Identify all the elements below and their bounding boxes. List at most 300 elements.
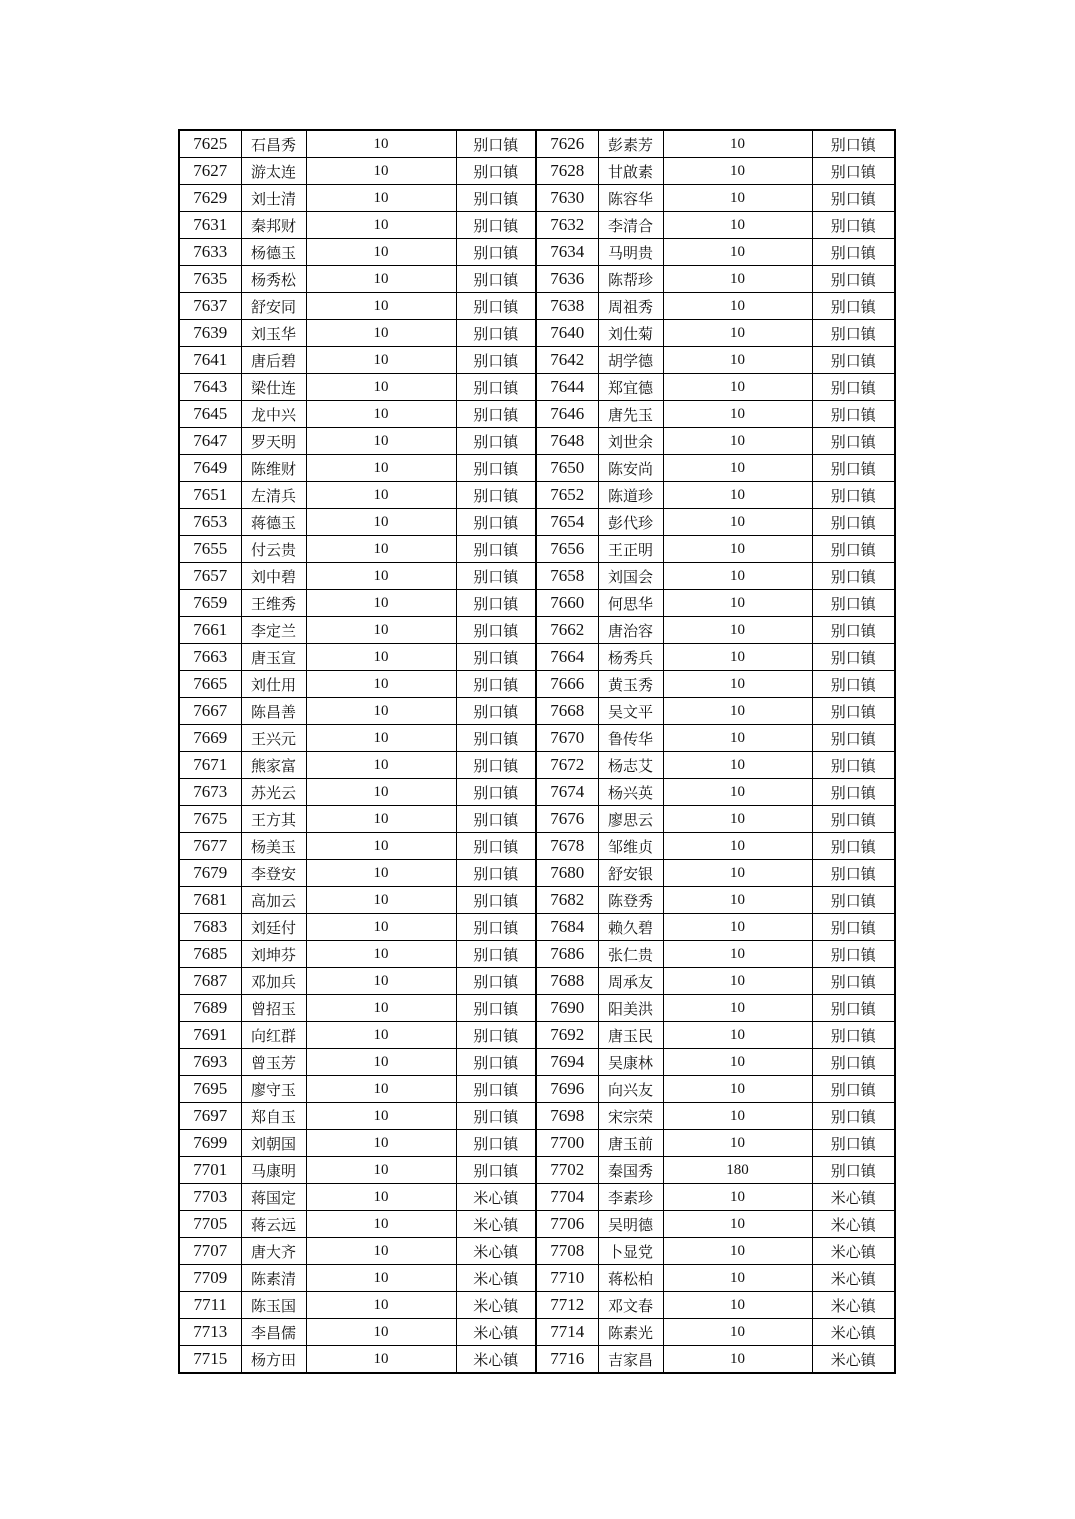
left-amount-cell: 10 bbox=[306, 1049, 456, 1076]
table-row bbox=[179, 887, 895, 914]
right-town-name-cell: 别口镇 bbox=[812, 590, 895, 617]
right-person-name-cell: 王正明 bbox=[598, 536, 663, 563]
right-town-name-cell: 别口镇 bbox=[812, 617, 895, 644]
table-row bbox=[179, 239, 895, 266]
left-amount-cell: 10 bbox=[306, 1346, 456, 1374]
right-amount-cell: 180 bbox=[663, 1157, 812, 1184]
right-town-name-cell: 别口镇 bbox=[812, 968, 895, 995]
left-town-name-cell: 别口镇 bbox=[456, 239, 536, 266]
left-record-id-cell: 7655 bbox=[179, 536, 241, 563]
left-record-id-cell: 7699 bbox=[179, 1130, 241, 1157]
right-town-name-cell: 别口镇 bbox=[812, 779, 895, 806]
right-person-name-cell: 李清合 bbox=[598, 212, 663, 239]
left-person-name-cell: 杨方田 bbox=[241, 1346, 306, 1374]
right-person-name-cell: 陈登秀 bbox=[598, 887, 663, 914]
right-town-name-cell: 别口镇 bbox=[812, 563, 895, 590]
right-amount-cell: 10 bbox=[663, 185, 812, 212]
left-person-name-cell: 熊家富 bbox=[241, 752, 306, 779]
right-amount-cell: 10 bbox=[663, 779, 812, 806]
left-record-id-cell: 7627 bbox=[179, 158, 241, 185]
left-amount-cell: 10 bbox=[306, 1292, 456, 1319]
left-amount-cell: 10 bbox=[306, 401, 456, 428]
table-row bbox=[179, 1211, 895, 1238]
left-person-name-cell: 王方其 bbox=[241, 806, 306, 833]
left-amount-cell: 10 bbox=[306, 995, 456, 1022]
left-person-name-cell: 唐后碧 bbox=[241, 347, 306, 374]
left-amount-cell: 10 bbox=[306, 239, 456, 266]
table-row bbox=[179, 347, 895, 374]
left-record-id-cell: 7663 bbox=[179, 644, 241, 671]
left-record-id-cell: 7645 bbox=[179, 401, 241, 428]
left-person-name-cell: 刘中碧 bbox=[241, 563, 306, 590]
table-row bbox=[179, 644, 895, 671]
right-town-name-cell: 别口镇 bbox=[812, 482, 895, 509]
right-town-name-cell: 别口镇 bbox=[812, 887, 895, 914]
table-row bbox=[179, 968, 895, 995]
left-record-id-cell: 7683 bbox=[179, 914, 241, 941]
left-town-name-cell: 别口镇 bbox=[456, 752, 536, 779]
right-record-id-cell: 7688 bbox=[536, 968, 598, 995]
table-row bbox=[179, 860, 895, 887]
table-row bbox=[179, 752, 895, 779]
left-person-name-cell: 唐大齐 bbox=[241, 1238, 306, 1265]
left-town-name-cell: 别口镇 bbox=[456, 509, 536, 536]
left-person-name-cell: 石昌秀 bbox=[241, 130, 306, 158]
right-town-name-cell: 别口镇 bbox=[812, 1103, 895, 1130]
left-town-name-cell: 别口镇 bbox=[456, 266, 536, 293]
left-record-id-cell: 7703 bbox=[179, 1184, 241, 1211]
table-row bbox=[179, 374, 895, 401]
right-amount-cell: 10 bbox=[663, 1103, 812, 1130]
right-town-name-cell: 别口镇 bbox=[812, 239, 895, 266]
left-amount-cell: 10 bbox=[306, 347, 456, 374]
left-record-id-cell: 7715 bbox=[179, 1346, 241, 1374]
table-row bbox=[179, 1049, 895, 1076]
right-person-name-cell: 周祖秀 bbox=[598, 293, 663, 320]
right-record-id-cell: 7668 bbox=[536, 698, 598, 725]
left-amount-cell: 10 bbox=[306, 482, 456, 509]
left-town-name-cell: 米心镇 bbox=[456, 1211, 536, 1238]
table-row bbox=[179, 1346, 895, 1374]
left-person-name-cell: 苏光云 bbox=[241, 779, 306, 806]
left-town-name-cell: 别口镇 bbox=[456, 698, 536, 725]
left-person-name-cell: 游太连 bbox=[241, 158, 306, 185]
right-record-id-cell: 7658 bbox=[536, 563, 598, 590]
right-town-name-cell: 别口镇 bbox=[812, 185, 895, 212]
right-person-name-cell: 甘啟素 bbox=[598, 158, 663, 185]
left-amount-cell: 10 bbox=[306, 428, 456, 455]
right-amount-cell: 10 bbox=[663, 320, 812, 347]
left-amount-cell: 10 bbox=[306, 644, 456, 671]
right-record-id-cell: 7714 bbox=[536, 1319, 598, 1346]
left-record-id-cell: 7641 bbox=[179, 347, 241, 374]
right-town-name-cell: 别口镇 bbox=[812, 401, 895, 428]
right-amount-cell: 10 bbox=[663, 239, 812, 266]
left-record-id-cell: 7639 bbox=[179, 320, 241, 347]
left-person-name-cell: 杨美玉 bbox=[241, 833, 306, 860]
left-person-name-cell: 秦邦财 bbox=[241, 212, 306, 239]
right-town-name-cell: 别口镇 bbox=[812, 1130, 895, 1157]
right-amount-cell: 10 bbox=[663, 212, 812, 239]
left-town-name-cell: 别口镇 bbox=[456, 1130, 536, 1157]
right-person-name-cell: 邓文春 bbox=[598, 1292, 663, 1319]
right-record-id-cell: 7656 bbox=[536, 536, 598, 563]
right-amount-cell: 10 bbox=[663, 752, 812, 779]
right-amount-cell: 10 bbox=[663, 401, 812, 428]
left-amount-cell: 10 bbox=[306, 158, 456, 185]
right-person-name-cell: 卜显党 bbox=[598, 1238, 663, 1265]
right-person-name-cell: 彭代珍 bbox=[598, 509, 663, 536]
left-town-name-cell: 别口镇 bbox=[456, 293, 536, 320]
right-amount-cell: 10 bbox=[663, 671, 812, 698]
left-town-name-cell: 别口镇 bbox=[456, 1076, 536, 1103]
right-record-id-cell: 7700 bbox=[536, 1130, 598, 1157]
right-amount-cell: 10 bbox=[663, 860, 812, 887]
table-row bbox=[179, 266, 895, 293]
right-amount-cell: 10 bbox=[663, 266, 812, 293]
left-amount-cell: 10 bbox=[306, 590, 456, 617]
left-record-id-cell: 7687 bbox=[179, 968, 241, 995]
right-person-name-cell: 陈道珍 bbox=[598, 482, 663, 509]
table-row bbox=[179, 130, 895, 158]
right-record-id-cell: 7646 bbox=[536, 401, 598, 428]
left-town-name-cell: 别口镇 bbox=[456, 158, 536, 185]
left-town-name-cell: 别口镇 bbox=[456, 374, 536, 401]
right-record-id-cell: 7710 bbox=[536, 1265, 598, 1292]
left-amount-cell: 10 bbox=[306, 509, 456, 536]
right-town-name-cell: 米心镇 bbox=[812, 1319, 895, 1346]
left-amount-cell: 10 bbox=[306, 698, 456, 725]
left-town-name-cell: 别口镇 bbox=[456, 995, 536, 1022]
left-town-name-cell: 别口镇 bbox=[456, 563, 536, 590]
table-row bbox=[179, 401, 895, 428]
right-town-name-cell: 米心镇 bbox=[812, 1238, 895, 1265]
left-person-name-cell: 郑自玉 bbox=[241, 1103, 306, 1130]
left-record-id-cell: 7681 bbox=[179, 887, 241, 914]
left-person-name-cell: 刘士清 bbox=[241, 185, 306, 212]
left-person-name-cell: 刘玉华 bbox=[241, 320, 306, 347]
right-amount-cell: 10 bbox=[663, 1319, 812, 1346]
left-amount-cell: 10 bbox=[306, 536, 456, 563]
right-town-name-cell: 米心镇 bbox=[812, 1292, 895, 1319]
left-person-name-cell: 邓加兵 bbox=[241, 968, 306, 995]
left-person-name-cell: 陈维财 bbox=[241, 455, 306, 482]
right-town-name-cell: 别口镇 bbox=[812, 752, 895, 779]
right-person-name-cell: 邹维贞 bbox=[598, 833, 663, 860]
right-person-name-cell: 唐先玉 bbox=[598, 401, 663, 428]
right-amount-cell: 10 bbox=[663, 617, 812, 644]
table-row bbox=[179, 185, 895, 212]
left-record-id-cell: 7709 bbox=[179, 1265, 241, 1292]
table-row bbox=[179, 1022, 895, 1049]
right-record-id-cell: 7706 bbox=[536, 1211, 598, 1238]
left-amount-cell: 10 bbox=[306, 1265, 456, 1292]
left-town-name-cell: 米心镇 bbox=[456, 1184, 536, 1211]
left-person-name-cell: 王兴元 bbox=[241, 725, 306, 752]
left-record-id-cell: 7633 bbox=[179, 239, 241, 266]
right-town-name-cell: 别口镇 bbox=[812, 158, 895, 185]
left-town-name-cell: 别口镇 bbox=[456, 941, 536, 968]
right-record-id-cell: 7652 bbox=[536, 482, 598, 509]
table-row bbox=[179, 482, 895, 509]
right-person-name-cell: 陈帮珍 bbox=[598, 266, 663, 293]
left-town-name-cell: 别口镇 bbox=[456, 212, 536, 239]
left-town-name-cell: 别口镇 bbox=[456, 1103, 536, 1130]
left-record-id-cell: 7675 bbox=[179, 806, 241, 833]
right-town-name-cell: 别口镇 bbox=[812, 698, 895, 725]
right-amount-cell: 10 bbox=[663, 455, 812, 482]
right-person-name-cell: 杨兴英 bbox=[598, 779, 663, 806]
right-town-name-cell: 米心镇 bbox=[812, 1346, 895, 1374]
right-amount-cell: 10 bbox=[663, 644, 812, 671]
left-amount-cell: 10 bbox=[306, 860, 456, 887]
right-town-name-cell: 别口镇 bbox=[812, 833, 895, 860]
right-person-name-cell: 吴明德 bbox=[598, 1211, 663, 1238]
right-town-name-cell: 别口镇 bbox=[812, 1076, 895, 1103]
right-person-name-cell: 黄玉秀 bbox=[598, 671, 663, 698]
table-row bbox=[179, 1130, 895, 1157]
right-record-id-cell: 7708 bbox=[536, 1238, 598, 1265]
right-person-name-cell: 唐治容 bbox=[598, 617, 663, 644]
right-record-id-cell: 7632 bbox=[536, 212, 598, 239]
left-person-name-cell: 曾玉芳 bbox=[241, 1049, 306, 1076]
right-record-id-cell: 7684 bbox=[536, 914, 598, 941]
left-record-id-cell: 7685 bbox=[179, 941, 241, 968]
right-town-name-cell: 别口镇 bbox=[812, 536, 895, 563]
left-amount-cell: 10 bbox=[306, 1103, 456, 1130]
left-amount-cell: 10 bbox=[306, 1184, 456, 1211]
left-amount-cell: 10 bbox=[306, 293, 456, 320]
right-person-name-cell: 刘世余 bbox=[598, 428, 663, 455]
left-record-id-cell: 7651 bbox=[179, 482, 241, 509]
right-amount-cell: 10 bbox=[663, 1130, 812, 1157]
right-record-id-cell: 7628 bbox=[536, 158, 598, 185]
table-row bbox=[179, 941, 895, 968]
right-record-id-cell: 7640 bbox=[536, 320, 598, 347]
left-person-name-cell: 梁仕连 bbox=[241, 374, 306, 401]
left-town-name-cell: 别口镇 bbox=[456, 185, 536, 212]
left-record-id-cell: 7695 bbox=[179, 1076, 241, 1103]
table-row bbox=[179, 1265, 895, 1292]
table-row bbox=[179, 1184, 895, 1211]
right-record-id-cell: 7696 bbox=[536, 1076, 598, 1103]
right-record-id-cell: 7678 bbox=[536, 833, 598, 860]
right-amount-cell: 10 bbox=[663, 347, 812, 374]
table-row bbox=[179, 617, 895, 644]
right-amount-cell: 10 bbox=[663, 536, 812, 563]
table-row bbox=[179, 1292, 895, 1319]
left-amount-cell: 10 bbox=[306, 320, 456, 347]
right-record-id-cell: 7664 bbox=[536, 644, 598, 671]
right-person-name-cell: 吉家昌 bbox=[598, 1346, 663, 1374]
left-town-name-cell: 别口镇 bbox=[456, 671, 536, 698]
left-town-name-cell: 别口镇 bbox=[456, 320, 536, 347]
right-record-id-cell: 7704 bbox=[536, 1184, 598, 1211]
table-row bbox=[179, 671, 895, 698]
right-person-name-cell: 刘国会 bbox=[598, 563, 663, 590]
left-record-id-cell: 7691 bbox=[179, 1022, 241, 1049]
right-person-name-cell: 郑宜德 bbox=[598, 374, 663, 401]
table-row bbox=[179, 1076, 895, 1103]
right-town-name-cell: 米心镇 bbox=[812, 1265, 895, 1292]
right-town-name-cell: 别口镇 bbox=[812, 806, 895, 833]
left-town-name-cell: 别口镇 bbox=[456, 130, 536, 158]
right-town-name-cell: 别口镇 bbox=[812, 914, 895, 941]
right-record-id-cell: 7698 bbox=[536, 1103, 598, 1130]
left-record-id-cell: 7701 bbox=[179, 1157, 241, 1184]
right-town-name-cell: 别口镇 bbox=[812, 860, 895, 887]
right-person-name-cell: 陈容华 bbox=[598, 185, 663, 212]
right-amount-cell: 10 bbox=[663, 1292, 812, 1319]
right-amount-cell: 10 bbox=[663, 509, 812, 536]
left-person-name-cell: 罗天明 bbox=[241, 428, 306, 455]
right-town-name-cell: 别口镇 bbox=[812, 320, 895, 347]
left-amount-cell: 10 bbox=[306, 752, 456, 779]
right-record-id-cell: 7694 bbox=[536, 1049, 598, 1076]
right-amount-cell: 10 bbox=[663, 1049, 812, 1076]
right-person-name-cell: 马明贵 bbox=[598, 239, 663, 266]
left-record-id-cell: 7679 bbox=[179, 860, 241, 887]
right-town-name-cell: 别口镇 bbox=[812, 293, 895, 320]
left-record-id-cell: 7637 bbox=[179, 293, 241, 320]
right-person-name-cell: 彭素芳 bbox=[598, 130, 663, 158]
right-town-name-cell: 别口镇 bbox=[812, 1049, 895, 1076]
left-person-name-cell: 廖守玉 bbox=[241, 1076, 306, 1103]
right-amount-cell: 10 bbox=[663, 158, 812, 185]
table-row bbox=[179, 212, 895, 239]
right-amount-cell: 10 bbox=[663, 1022, 812, 1049]
left-record-id-cell: 7629 bbox=[179, 185, 241, 212]
left-person-name-cell: 王维秀 bbox=[241, 590, 306, 617]
left-town-name-cell: 别口镇 bbox=[456, 428, 536, 455]
right-person-name-cell: 宋宗荣 bbox=[598, 1103, 663, 1130]
left-record-id-cell: 7671 bbox=[179, 752, 241, 779]
left-town-name-cell: 别口镇 bbox=[456, 1022, 536, 1049]
table-row bbox=[179, 995, 895, 1022]
right-amount-cell: 10 bbox=[663, 590, 812, 617]
left-amount-cell: 10 bbox=[306, 455, 456, 482]
right-person-name-cell: 唐玉前 bbox=[598, 1130, 663, 1157]
left-person-name-cell: 左清兵 bbox=[241, 482, 306, 509]
table-row bbox=[179, 158, 895, 185]
left-amount-cell: 10 bbox=[306, 1157, 456, 1184]
left-record-id-cell: 7667 bbox=[179, 698, 241, 725]
left-record-id-cell: 7677 bbox=[179, 833, 241, 860]
left-town-name-cell: 别口镇 bbox=[456, 1157, 536, 1184]
right-record-id-cell: 7702 bbox=[536, 1157, 598, 1184]
table-row bbox=[179, 320, 895, 347]
roster-table bbox=[178, 129, 896, 1374]
right-record-id-cell: 7674 bbox=[536, 779, 598, 806]
left-person-name-cell: 向红群 bbox=[241, 1022, 306, 1049]
right-town-name-cell: 别口镇 bbox=[812, 266, 895, 293]
left-record-id-cell: 7659 bbox=[179, 590, 241, 617]
left-record-id-cell: 7669 bbox=[179, 725, 241, 752]
left-record-id-cell: 7689 bbox=[179, 995, 241, 1022]
right-person-name-cell: 阳美洪 bbox=[598, 995, 663, 1022]
left-town-name-cell: 别口镇 bbox=[456, 401, 536, 428]
right-amount-cell: 10 bbox=[663, 806, 812, 833]
right-record-id-cell: 7692 bbox=[536, 1022, 598, 1049]
left-amount-cell: 10 bbox=[306, 1076, 456, 1103]
table-row bbox=[179, 509, 895, 536]
table-row bbox=[179, 725, 895, 752]
table-row bbox=[179, 1157, 895, 1184]
right-person-name-cell: 周承友 bbox=[598, 968, 663, 995]
right-town-name-cell: 别口镇 bbox=[812, 941, 895, 968]
left-amount-cell: 10 bbox=[306, 725, 456, 752]
left-person-name-cell: 高加云 bbox=[241, 887, 306, 914]
left-person-name-cell: 李昌儒 bbox=[241, 1319, 306, 1346]
left-amount-cell: 10 bbox=[306, 374, 456, 401]
left-amount-cell: 10 bbox=[306, 1022, 456, 1049]
right-town-name-cell: 别口镇 bbox=[812, 1157, 895, 1184]
left-amount-cell: 10 bbox=[306, 968, 456, 995]
left-town-name-cell: 别口镇 bbox=[456, 779, 536, 806]
left-person-name-cell: 刘仕用 bbox=[241, 671, 306, 698]
right-town-name-cell: 别口镇 bbox=[812, 1022, 895, 1049]
left-town-name-cell: 别口镇 bbox=[456, 860, 536, 887]
right-amount-cell: 10 bbox=[663, 995, 812, 1022]
right-town-name-cell: 别口镇 bbox=[812, 428, 895, 455]
table-row bbox=[179, 536, 895, 563]
right-person-name-cell: 舒安银 bbox=[598, 860, 663, 887]
left-person-name-cell: 李登安 bbox=[241, 860, 306, 887]
left-person-name-cell: 陈玉国 bbox=[241, 1292, 306, 1319]
left-town-name-cell: 米心镇 bbox=[456, 1319, 536, 1346]
right-record-id-cell: 7636 bbox=[536, 266, 598, 293]
right-record-id-cell: 7648 bbox=[536, 428, 598, 455]
left-person-name-cell: 陈素清 bbox=[241, 1265, 306, 1292]
left-person-name-cell: 蒋德玉 bbox=[241, 509, 306, 536]
right-town-name-cell: 别口镇 bbox=[812, 671, 895, 698]
left-amount-cell: 10 bbox=[306, 1238, 456, 1265]
table-row bbox=[179, 293, 895, 320]
right-amount-cell: 10 bbox=[663, 698, 812, 725]
right-person-name-cell: 唐玉民 bbox=[598, 1022, 663, 1049]
right-person-name-cell: 胡学德 bbox=[598, 347, 663, 374]
left-person-name-cell: 杨秀松 bbox=[241, 266, 306, 293]
left-town-name-cell: 别口镇 bbox=[456, 968, 536, 995]
right-amount-cell: 10 bbox=[663, 1076, 812, 1103]
right-amount-cell: 10 bbox=[663, 725, 812, 752]
left-amount-cell: 10 bbox=[306, 941, 456, 968]
right-person-name-cell: 鲁传华 bbox=[598, 725, 663, 752]
left-amount-cell: 10 bbox=[306, 212, 456, 239]
right-town-name-cell: 别口镇 bbox=[812, 509, 895, 536]
table-row bbox=[179, 779, 895, 806]
table-row bbox=[179, 1238, 895, 1265]
right-amount-cell: 10 bbox=[663, 482, 812, 509]
left-town-name-cell: 米心镇 bbox=[456, 1292, 536, 1319]
right-person-name-cell: 吴康林 bbox=[598, 1049, 663, 1076]
right-record-id-cell: 7686 bbox=[536, 941, 598, 968]
table-row bbox=[179, 806, 895, 833]
table-row bbox=[179, 428, 895, 455]
left-town-name-cell: 米心镇 bbox=[456, 1265, 536, 1292]
left-amount-cell: 10 bbox=[306, 266, 456, 293]
left-amount-cell: 10 bbox=[306, 779, 456, 806]
right-town-name-cell: 别口镇 bbox=[812, 455, 895, 482]
left-town-name-cell: 别口镇 bbox=[456, 617, 536, 644]
left-amount-cell: 10 bbox=[306, 617, 456, 644]
right-amount-cell: 10 bbox=[663, 428, 812, 455]
right-record-id-cell: 7662 bbox=[536, 617, 598, 644]
left-record-id-cell: 7673 bbox=[179, 779, 241, 806]
right-record-id-cell: 7654 bbox=[536, 509, 598, 536]
left-record-id-cell: 7707 bbox=[179, 1238, 241, 1265]
right-person-name-cell: 杨志艾 bbox=[598, 752, 663, 779]
